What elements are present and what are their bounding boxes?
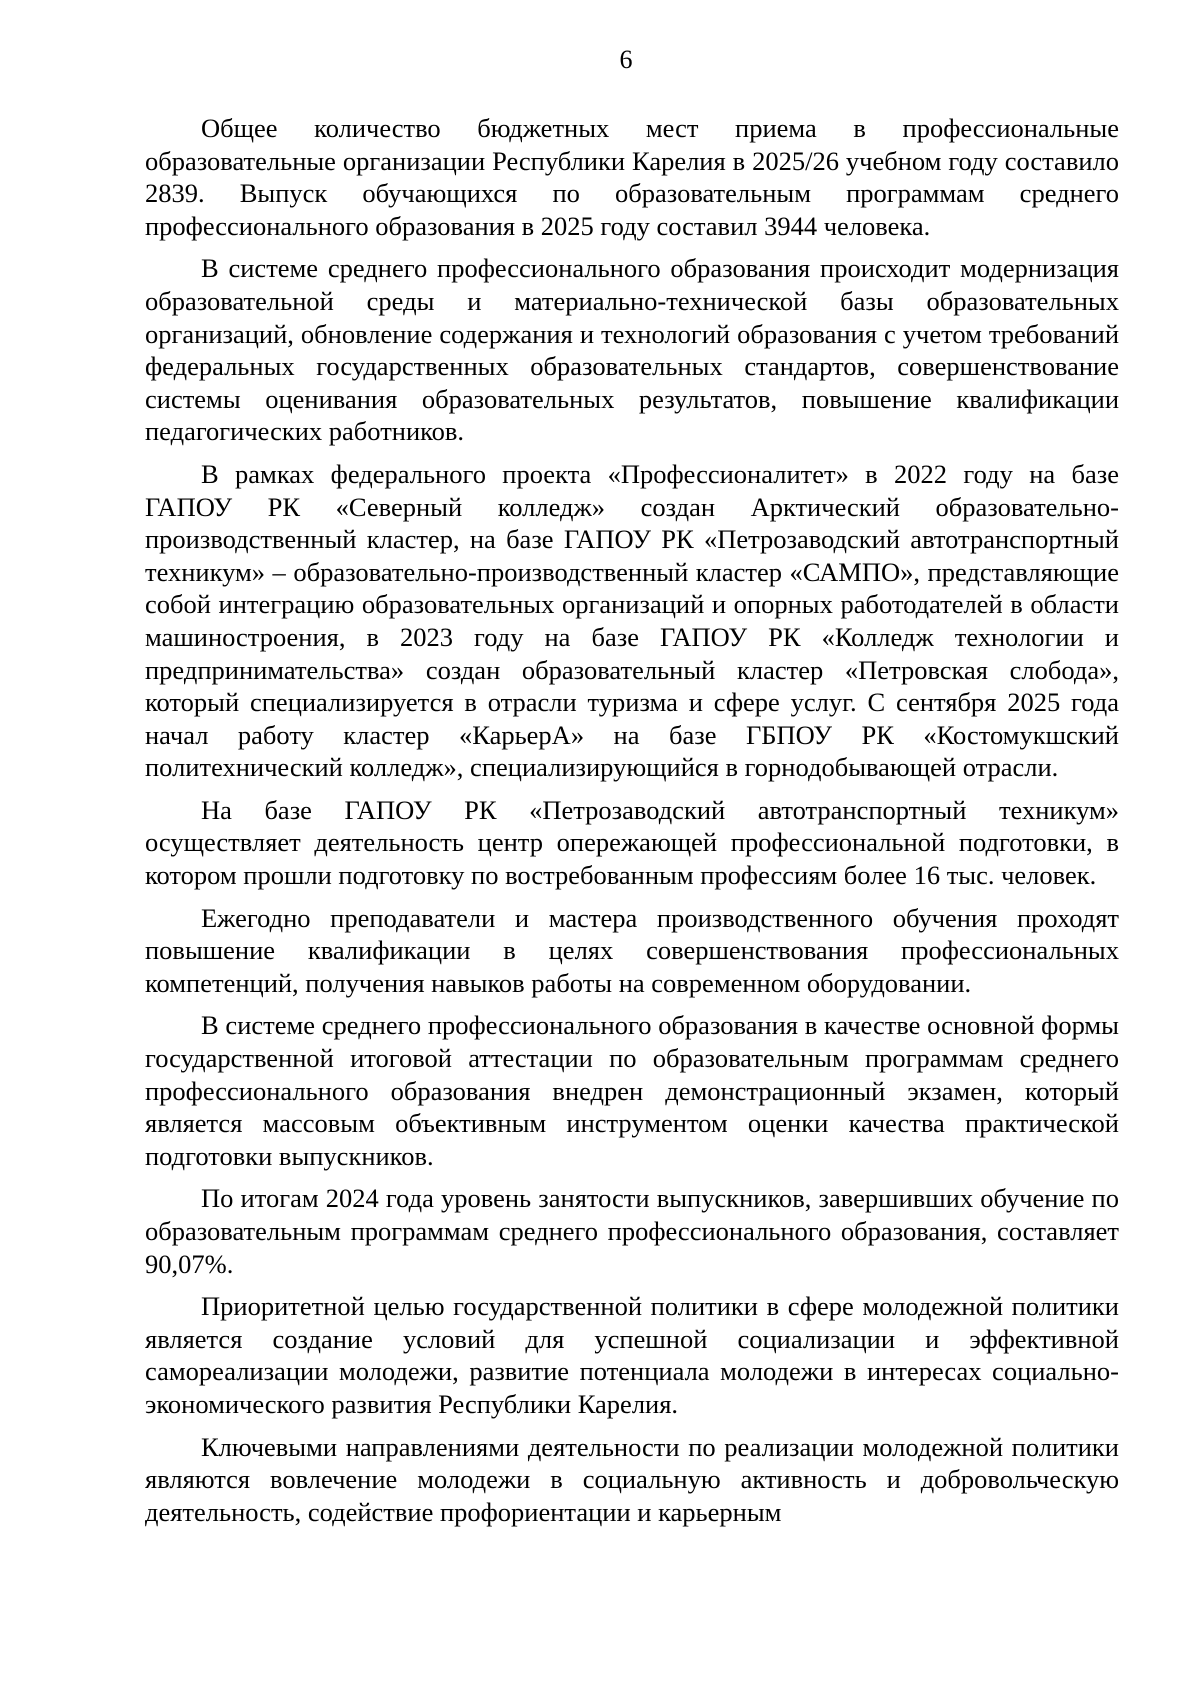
paragraph-employment-rate: По итогам 2024 года уровень занятости выпускников, завершивших обучение по образовательным программам среднего профессионального образования, составляет 90,07%. xyxy=(145,1183,1119,1279)
paragraph-professionalitet: В рамках федерального проекта «Профессионалитет» в 2022 году на базе ГАПОУ РК «Северный колледж» создан Арктический образовательно-производственный кластер, на базе ГАПОУ РК «Петрозаводский автотранспортный техникум» – образовательно-производственный кластер «САМПО», представляющие собой интеграцию образовательных организаций и опорных работодателей в области машиностроения, в 2023 году на базе ГАПОУ РК «Колледж технологии и предпринимательства» создан образовательный кластер «Петровская слобода», который специализируется в отрасли туризма и сфере услуг. С сентября 2025 года начал работу кластер «КарьерА» на базе ГБПОУ РК «Костомукшский политехнический колледж», специализирующийся в горнодобывающей отрасли. xyxy=(145,458,1119,783)
page-number: 6 xyxy=(619,45,633,74)
paragraph-youth-policy-directions: Ключевыми направлениями деятельности по реализации молодежной политики являются вовлечение молодежи в социальную активность и добровольческую деятельность, содействие профориентации и карьерным xyxy=(145,1431,1119,1527)
paragraph-youth-policy-goal: Приоритетной целью государственной политики в сфере молодежной политики является создание условий для успешной социализации и эффективной самореализации молодежи, развитие потенциала молодежи в интересах социально-экономического развития Республики Карелия. xyxy=(145,1291,1119,1419)
paragraph-demo-exam: В системе среднего профессионального образования в качестве основной формы государственной итоговой аттестации по образовательным программам среднего профессионального образования внедрен демонстрационный экзамен, который является массовым объективным инструментом оценки качества практической подготовки выпускников. xyxy=(145,1010,1119,1171)
paragraph-teacher-qualification: Ежегодно преподаватели и мастера производственного обучения проходят повышение квалификации в целях совершенствования профессиональных компетенций, получения навыков работы на современном оборудовании. xyxy=(145,902,1119,998)
paragraph-budget-places: Общее количество бюджетных мест приема в профессиональные образовательные организации Республики Карелия в 2025/26 учебном году составило 2839. Выпуск обучающихся по образовательным программам среднего профессионального образования в 2025 году составил 3944 человека. xyxy=(145,113,1119,241)
document-body xyxy=(145,112,1119,1538)
paragraph-training-center: На базе ГАПОУ РК «Петрозаводский автотранспортный техникум» осуществляет деятельность центр опережающей профессиональной подготовки, в котором прошли подготовку по востребованным профессиям более 16 тыс. человек. xyxy=(145,794,1119,891)
paragraph-modernization: В системе среднего профессионального образования происходит модернизация образовательной среды и материально-технической базы образовательных организаций, обновление содержания и технологий образования с учетом требований федеральных государственных образовательных стандартов, совершенствование системы оценивания образовательных результатов, повышение квалификации педагогических работников. xyxy=(145,253,1119,447)
